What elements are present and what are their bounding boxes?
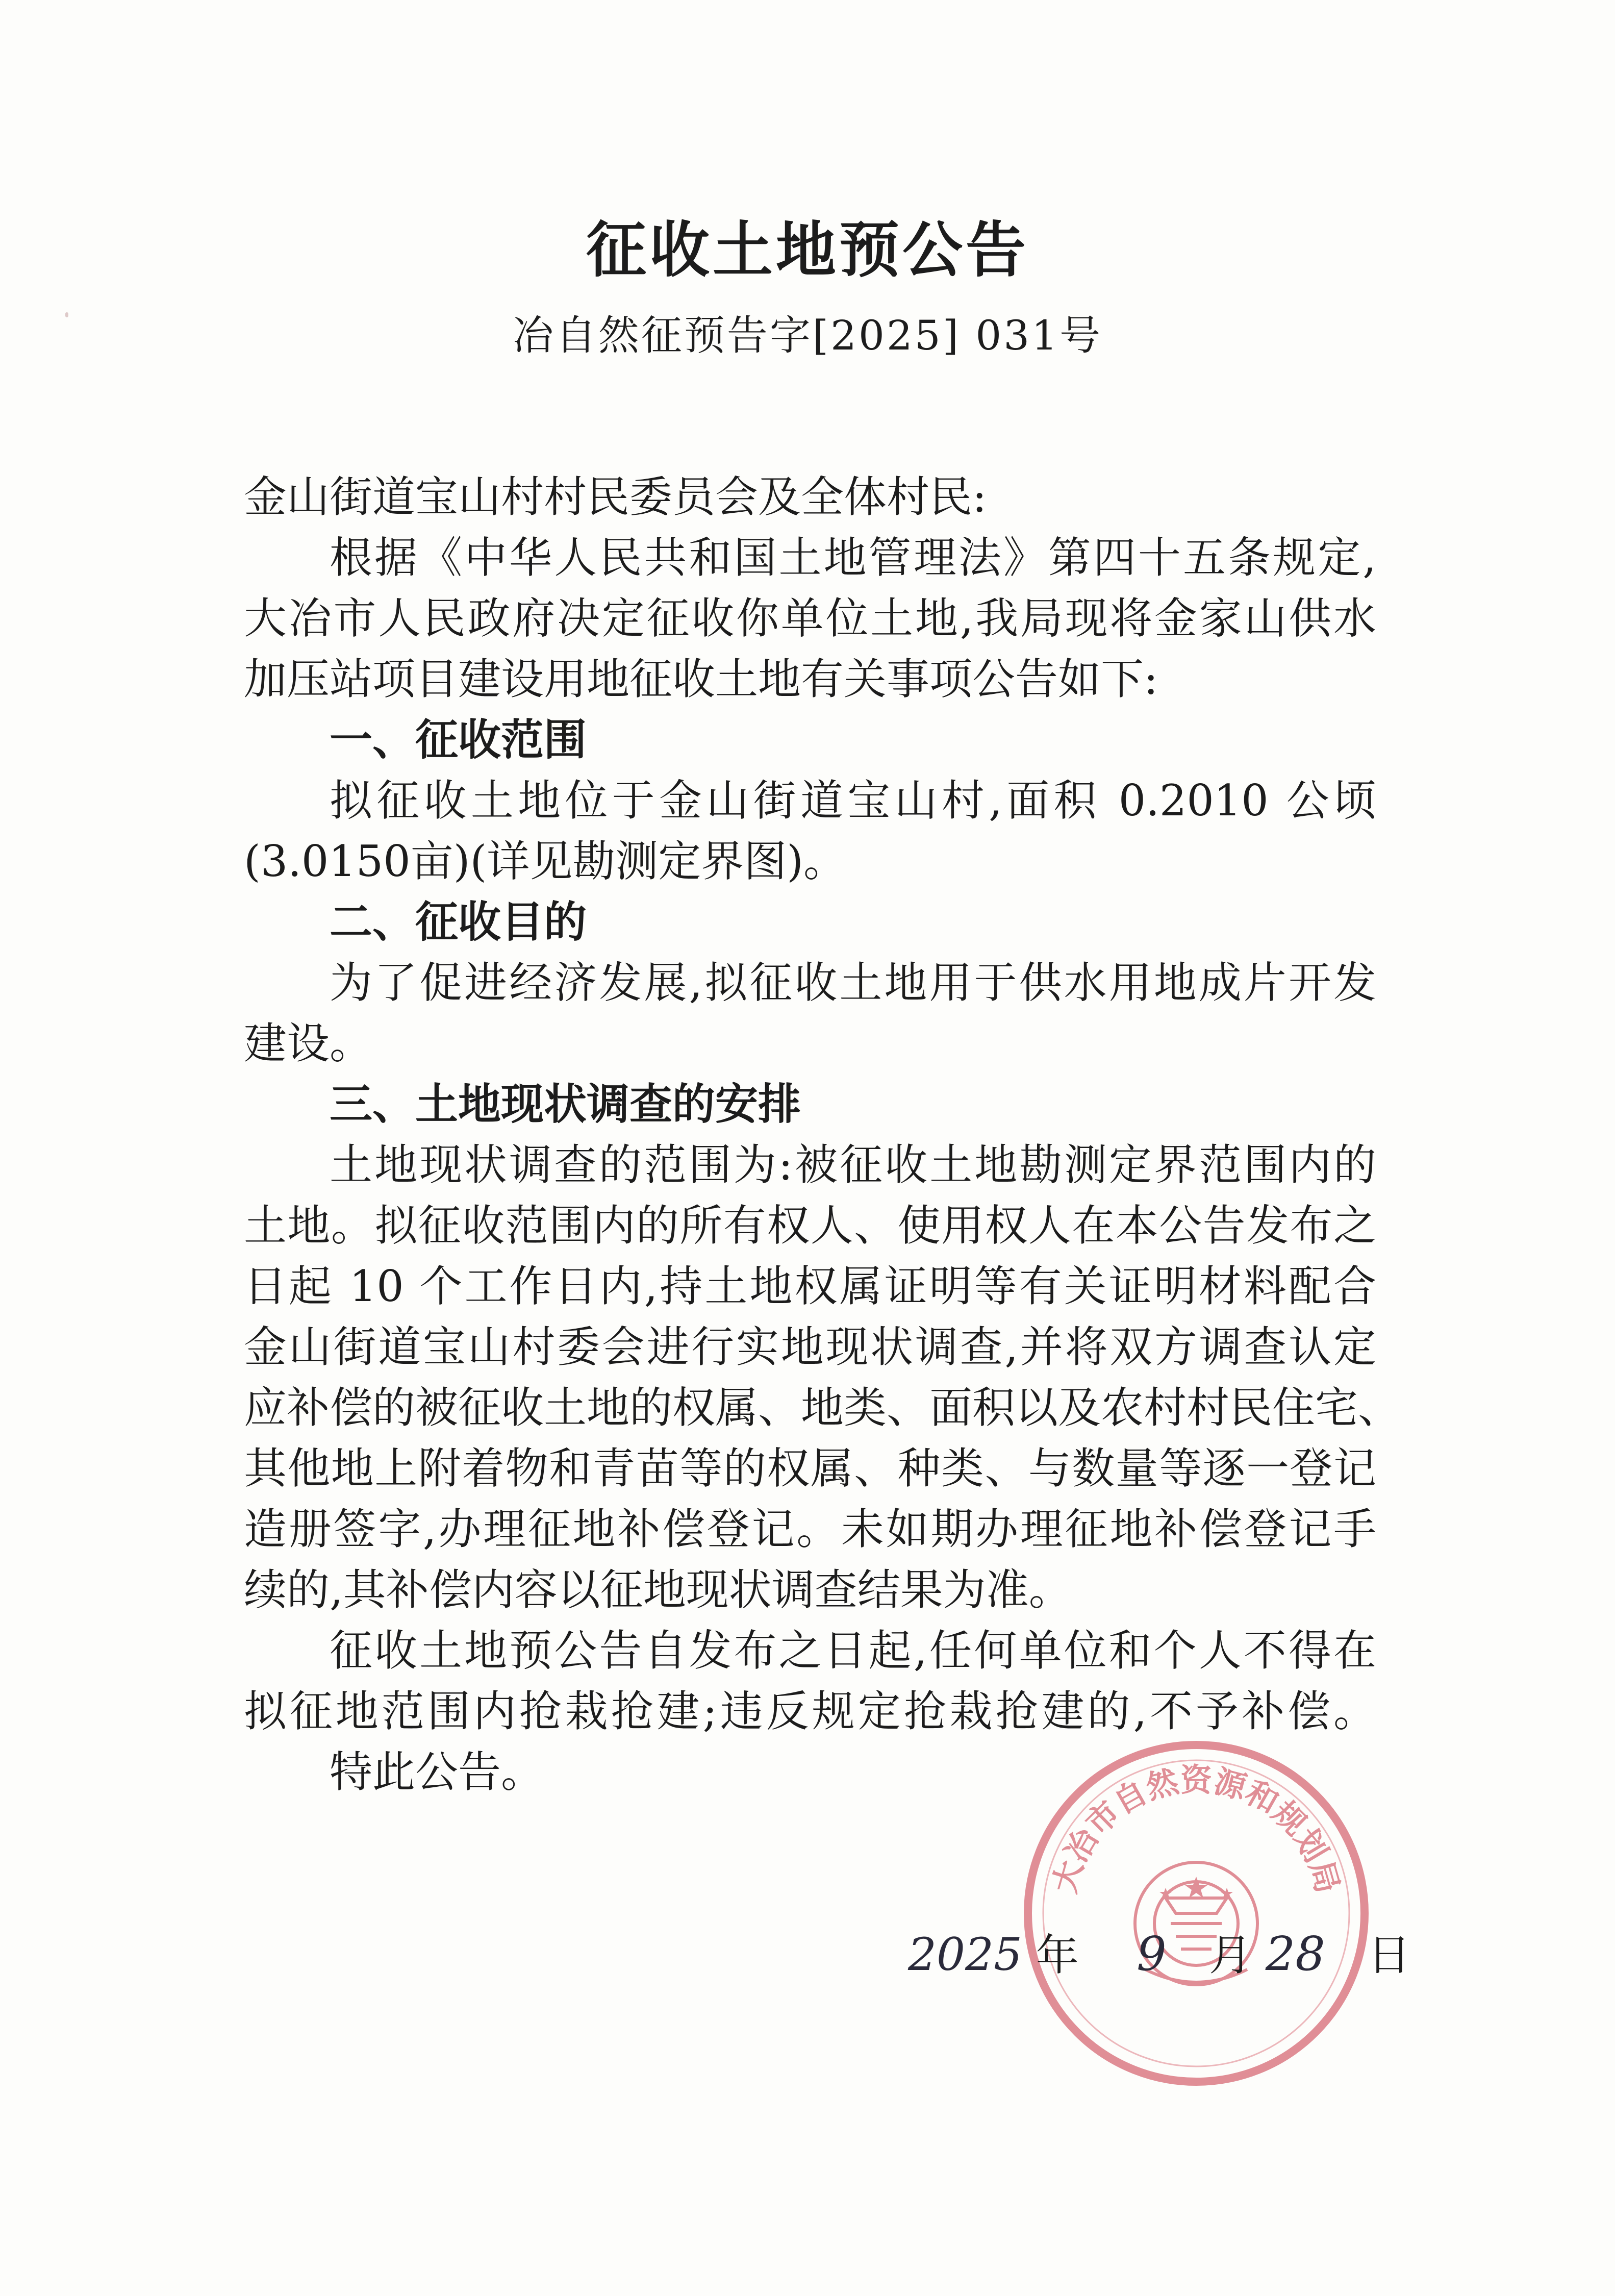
body-paragraphs: [244, 528, 1401, 1803]
document-number: 冶自然征预告字[2025] 031号: [512, 312, 1103, 359]
date-year-label: 年: [1036, 1930, 1079, 1980]
section-heading: 三、土地现状调查的安排: [330, 1079, 801, 1129]
body-line: 大冶市人民政府决定征收你单位土地,我局现将金家山供水: [244, 593, 1376, 643]
date-year: 2025: [908, 1928, 1022, 1981]
body-line: 土地。拟征收范围内的所有权人、使用权人在本公告发布之: [244, 1201, 1376, 1251]
section-heading: 二、征收目的: [330, 897, 587, 947]
body-line: 征收土地预公告自发布之日起,任何单位和个人不得在: [330, 1626, 1376, 1676]
seal-lettering: 大冶市自然资源和规划局: [1045, 1761, 1347, 1898]
addressee: 金山街道宝山村村民委员会及全体村民:: [244, 472, 987, 522]
body-line: (3.0150亩)(详见勘测定界图)。: [244, 836, 847, 886]
date-month-label: 月: [1209, 1930, 1252, 1980]
section-heading: 一、征收范围: [330, 715, 587, 765]
notice-body: [244, 467, 1401, 1803]
body-line: 其他地上附着物和青苗等的权属、种类、与数量等逐一登记: [244, 1443, 1376, 1493]
body-line: 拟征收土地位于金山街道宝山村,面积 0.2010 公顷: [330, 776, 1376, 826]
body-line: 为了促进经济发展,拟征收土地用于供水用地成片开发: [330, 958, 1376, 1008]
body-line: 根据《中华人民共和国土地管理法》第四十五条规定,: [330, 533, 1376, 583]
date-month: 9: [1137, 1927, 1167, 1981]
body-line: 续的,其补偿内容以征地现状调查结果为准。: [244, 1565, 1072, 1615]
body-line: 造册签字,办理征地补偿登记。未如期办理征地补偿登记手: [244, 1504, 1376, 1554]
seal-stars: [1159, 1877, 1233, 1899]
date-day-label: 日: [1368, 1930, 1411, 1980]
body-line: 土地现状调查的范围为:被征收土地勘测定界范围内的: [330, 1140, 1376, 1190]
paper-speck: [65, 312, 68, 317]
body-line: 拟征地范围内抢栽抢建;违反规定抢栽抢建的,不予补偿。: [244, 1686, 1376, 1736]
official-seal: [1013, 1730, 1380, 2097]
signature-date: [908, 1918, 1411, 1990]
body-line: 应补偿的被征收土地的权属、地类、面积以及农村村民住宅、: [244, 1383, 1401, 1433]
body-line: 加压站项目建设用地征收土地有关事项公告如下:: [244, 654, 1158, 704]
notice-title: 征收土地预公告: [586, 215, 1029, 285]
body-line: 建设。: [244, 1018, 373, 1068]
body-line: 日起 10 个工作日内,持土地权属证明等有关证明材料配合: [244, 1261, 1376, 1311]
body-line: 特此公告。: [330, 1747, 544, 1797]
body-line: 金山街道宝山村委会进行实地现状调查,并将双方调查认定: [244, 1322, 1376, 1372]
date-day: 28: [1265, 1927, 1325, 1981]
